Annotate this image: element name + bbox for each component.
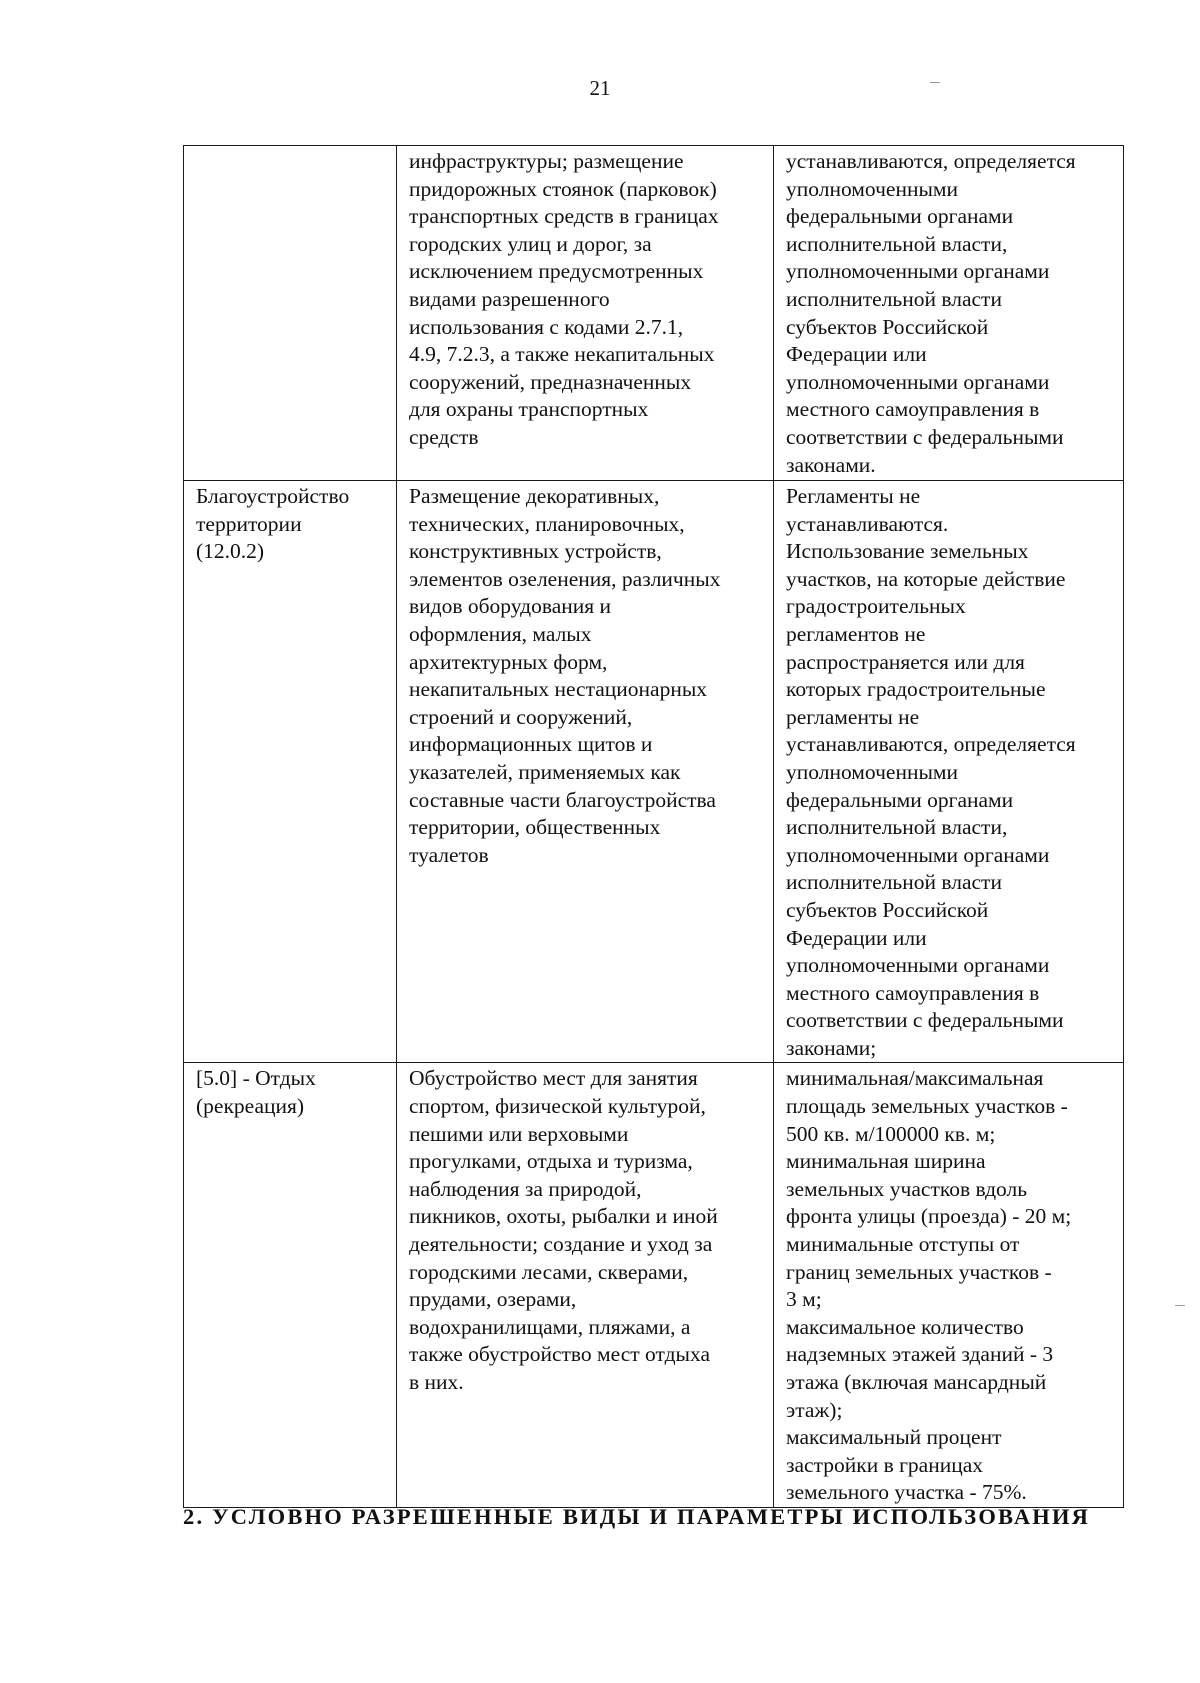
section-heading: 2. УСЛОВНО РАЗРЕШЕННЫЕ ВИДЫ И ПАРАМЕТРЫ ИСПОЛЬЗОВАНИЯ — [183, 1504, 1091, 1529]
table-row — [184, 146, 1124, 481]
use-description-cell — [397, 146, 774, 481]
use-type-cell — [184, 146, 397, 481]
use-type-cell — [184, 481, 397, 1063]
use-description-cell — [397, 1063, 774, 1508]
use-parameters-text: устанавливаются, определяется уполномоченными федеральными органами исполнительной власти, уполномоченными органами исполнительной власти субъектов Российской Федерации или уполномоченными органами местного самоуправления в соответствии с федеральными законами. — [786, 149, 1076, 477]
table-row — [184, 481, 1124, 1063]
use-description-text: Размещение декоративных, технических, планировочных, конструктивных устройств, элементов озеленения, различных видов оборудования и оформления, малых архитектурных форм, некапитальных нестационарных строений и сооружений, информационных щитов и указателей, применяемых как составные части благоустройства территории, общественных туалетов — [409, 484, 721, 867]
use-parameters-cell — [774, 146, 1124, 481]
use-parameters-text: минимальная/максимальная площадь земельных участков - 500 кв. м/100000 кв. м; минимальная ширина земельных участков вдоль фронта улицы (проезда) - 20 м; минимальные отступы от границ земельных участков - 3 м; максимальное количество надземных этажей зданий - 3 этажа (включая мансардный этаж); максимальный процент застройки в границах земельного участка - 75%. — [786, 1066, 1072, 1505]
scan-artifact-mark — [1175, 1305, 1185, 1306]
use-type-text: [5.0] - Отдых (рекреация) — [196, 1066, 316, 1119]
use-type-text: Благоустройство территории (12.0.2) — [196, 484, 350, 564]
regulations-table — [183, 145, 1124, 1508]
use-description-cell — [397, 481, 774, 1063]
use-parameters-cell — [774, 1063, 1124, 1508]
use-parameters-cell — [774, 481, 1124, 1063]
scan-artifact-mark — [930, 82, 940, 83]
use-description-text: инфраструктуры; размещение придорожных стоянок (парковок) транспортных средств в границах городских улиц и дорог, за исключением предусмотренных видами разрешенного использования с кодами 2.7.1, 4.9, 7.2.3, а также некапитальных сооружений, предназначенных для охраны транспортных средств — [409, 149, 719, 449]
use-parameters-text: Регламенты не устанавливаются. Использование земельных участков, на которые действие градостроительных регламентов не распространяется или для которых градостроительные регламенты не устанавливаются, определяется уполномоченными федеральными органами исполнительной власти, уполномоченными органами исполнительной власти субъектов Российской Федерации или уполномоченными органами местного самоуправления в соответствии с федеральными законами; — [786, 484, 1076, 1060]
use-description-text: Обустройство мест для занятия спортом, физической культурой, пешими или верховыми прогулками, отдыха и туризма, наблюдения за природой, пикников, охоты, рыбалки и иной деятельности; создание и уход за городскими лесами, скверами, прудами, озерами, водохранилищами, пляжами, а также обустройство мест отдыха в них. — [409, 1066, 718, 1394]
table-row — [184, 1063, 1124, 1508]
use-type-cell — [184, 1063, 397, 1508]
page-number: 21 — [589, 76, 611, 100]
